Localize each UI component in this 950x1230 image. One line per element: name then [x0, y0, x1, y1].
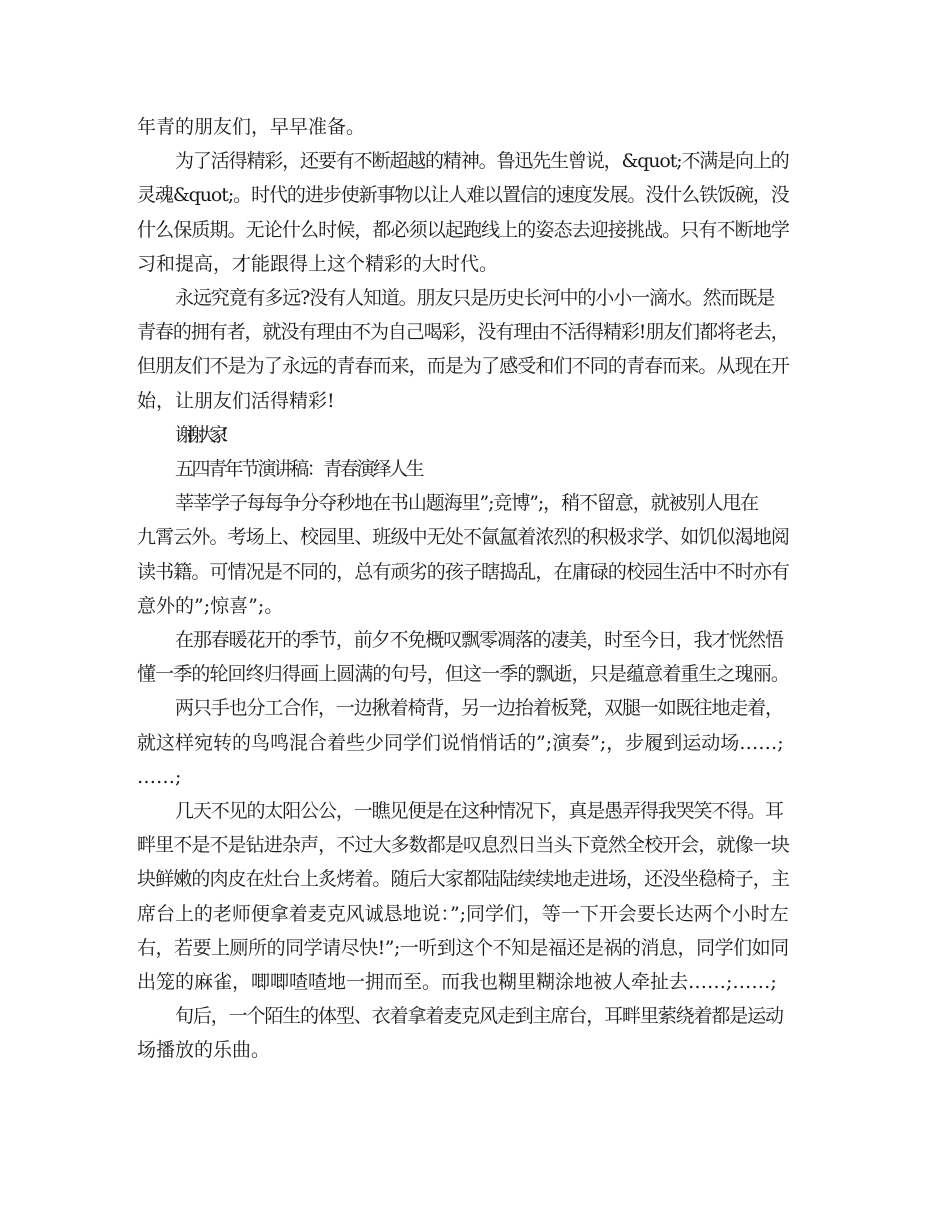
- text-line: 读书籍。可情况是不同的，总有顽劣的孩子瞎捣乱，在庸碌的校园生活中不时亦有: [137, 560, 789, 583]
- text-line: 出笼的麻雀，唧唧喳喳地一拥而至。而我也糊里糊涂地被人牵扯去……;……;: [137, 971, 777, 994]
- text-line: 九霄云外。考场上、校园里、班级中无处不氤氲着浓烈的积极求学、如饥似渴地阅: [137, 526, 789, 549]
- document-body: [137, 110, 827, 1068]
- text-line: ……;: [137, 765, 182, 788]
- text-line: 席台上的老师便拿着麦克风诚恳地说：”;同学们，等一下开会要长达两个小时左: [137, 902, 789, 925]
- paragraph: [137, 691, 827, 794]
- paragraph: [137, 144, 827, 281]
- text-line: 但朋友们不是为了永远的青春而来，而是为了感受和们不同的青春而来。从现在开: [137, 355, 789, 378]
- text-line: 莘莘学子每每争分夺秒地在书山题海里”;竞博”;，稍不留意，就被别人甩在: [175, 492, 759, 515]
- paragraph: [137, 999, 827, 1067]
- text-line: 畔里不是不是钻进杂声，不过大多数都是叹息烈日当头下竟然全校开会，就像一块: [137, 834, 789, 857]
- paragraph: [137, 486, 827, 623]
- text-line: 年青的朋友们，早早准备。: [137, 116, 366, 138]
- text-line: 场播放的乐曲。: [137, 1039, 271, 1062]
- text-line: 永远究竟有多远?没有人知道。朋友只是历史长河中的小小一滴水。然而既是: [175, 287, 775, 310]
- text-line: 就这样宛转的鸟鸣混合着些少同学们说悄悄话的”;演奏”;，步履到运动场……;: [137, 731, 784, 754]
- text-line: 右，若要上厕所的同学请尽快!”;一听到这个不知是福还是祸的消息，同学们如同: [137, 936, 789, 959]
- text-line: 谢谢大家!: [175, 423, 221, 446]
- text-line: 意外的”;惊喜”;。: [137, 594, 284, 617]
- text-line: 什么保质期。无论什么时候，都必须以起跑线上的姿态去迎接挑战。只有不断地学: [137, 218, 789, 241]
- text-line: 五四青年节演讲稿：青春演绎人生: [175, 458, 423, 481]
- paragraph: [137, 281, 827, 418]
- text-line: 青春的拥有者，就没有理由不为自己喝彩，没有理由不活得精彩!朋友们都将老去，: [137, 321, 789, 344]
- text-line: 几天不见的太阳公公，一瞧见便是在这种情况下，真是愚弄得我哭笑不得。耳: [175, 800, 783, 823]
- paragraph: [137, 623, 827, 691]
- text-line: 习和提高，才能跟得上这个精彩的大时代。: [137, 252, 499, 275]
- text-line: 懂一季的轮回终归得画上圆满的句号，但这一季的飘逝，只是蕴意着重生之瑰丽。: [137, 663, 789, 686]
- text-line: 灵魂&quot;。时代的进步使新事物以让人难以置信的速度发展。没什么铁饭碗，没: [137, 184, 789, 207]
- paragraph: [137, 452, 827, 486]
- text-line: 两只手也分工合作，一边揪着椅背，另一边抬着板凳，双腿一如既往地走着，: [175, 697, 783, 720]
- text-line: 旬后，一个陌生的体型、衣着拿着麦克风走到主席台，耳畔里萦绕着都是运动: [175, 1005, 783, 1028]
- text-line: 块鲜嫩的肉皮在灶台上炙烤着。随后大家都陆陆续续地走进场，还没坐稳椅子，主: [137, 868, 789, 891]
- paragraph: [137, 110, 827, 144]
- text-line: 始，让朋友们活得精彩!: [137, 389, 335, 412]
- text-line: 在那春暖花开的季节，前夕不免概叹飘零凋落的凄美，时至今日，我才恍然悟: [175, 629, 783, 652]
- paragraph: [137, 794, 827, 999]
- text-line: 为了活得精彩，还要有不断超越的精神。鲁迅先生曾说，&quot;不满是向上的: [175, 150, 789, 173]
- paragraph: [137, 418, 827, 452]
